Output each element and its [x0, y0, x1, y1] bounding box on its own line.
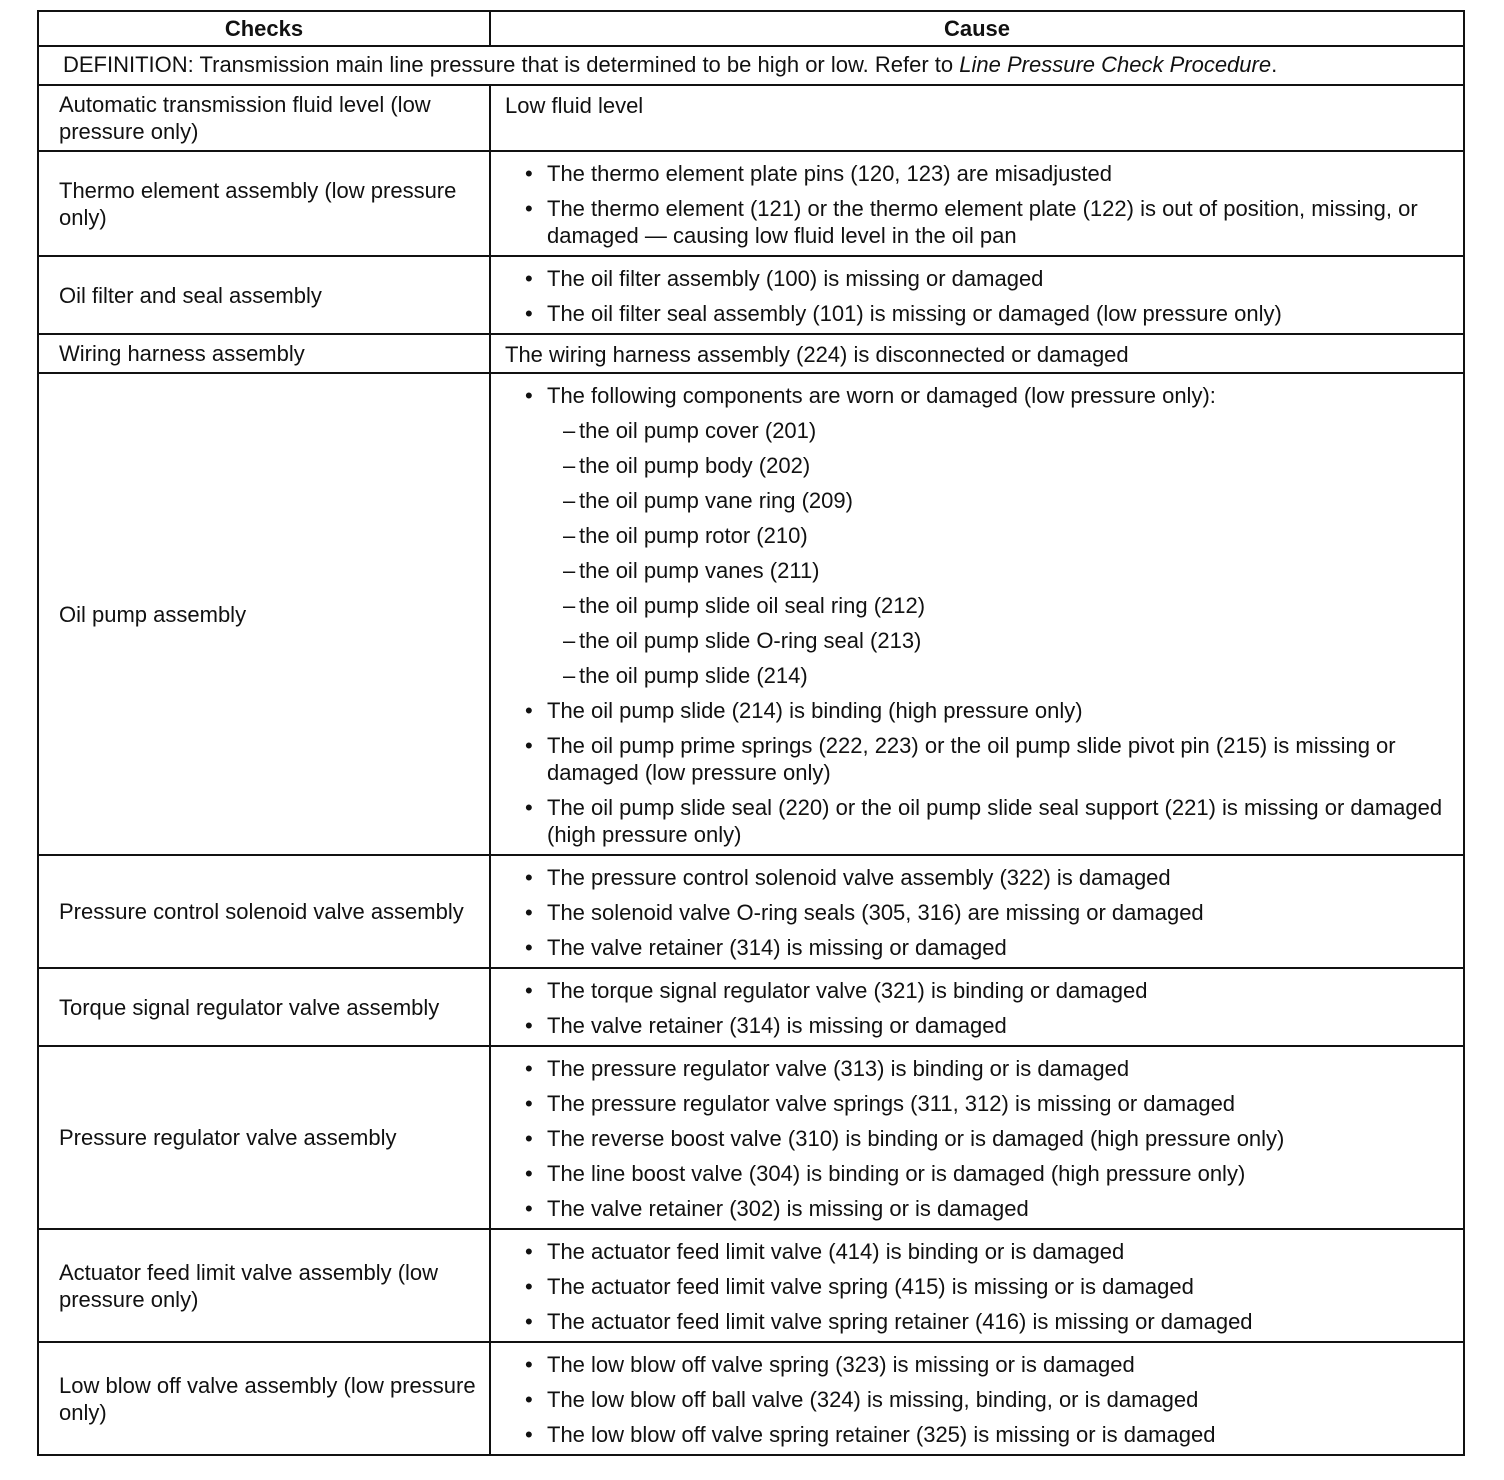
cause-cell: The wiring harness assembly (224) is disconnected or damaged: [490, 334, 1464, 373]
check-cell: Low blow off valve assembly (low pressure only): [38, 1342, 490, 1455]
cause-item: • The pressure regulator valve (313) is binding or is damaged: [505, 1055, 1453, 1082]
cause-header: Cause: [490, 11, 1464, 46]
definition-end: .: [1271, 52, 1278, 77]
cause-cell: [490, 855, 1464, 968]
cause-item: • The torque signal regulator valve (321) is binding or damaged: [505, 977, 1453, 1004]
cause-item: • The valve retainer (314) is missing or damaged: [505, 934, 1453, 961]
cause-cell: Low fluid level: [490, 85, 1464, 151]
cause-item: • The thermo element (121) or the thermo element plate (122) is out of position, missing, or damaged — causing low fluid level in the oil pan: [505, 195, 1453, 249]
cause-list: [505, 382, 1453, 848]
check-cell: Oil filter and seal assembly: [38, 256, 490, 334]
cause-cell: [490, 968, 1464, 1046]
check-cell: Torque signal regulator valve assembly: [38, 968, 490, 1046]
table-row: [38, 968, 1464, 1046]
cause-list: [505, 265, 1453, 327]
cause-item: • The oil pump slide (214) is binding (high pressure only): [505, 697, 1453, 724]
cause-item: • The actuator feed limit valve spring (415) is missing or is damaged: [505, 1273, 1453, 1300]
cause-item: • The actuator feed limit valve spring retainer (416) is missing or damaged: [505, 1308, 1453, 1335]
check-cell: Automatic transmission fluid level (low pressure only): [38, 85, 490, 151]
cause-item: • The oil pump prime springs (222, 223) or the oil pump slide pivot pin (215) is missing or damaged (low pressure only): [505, 732, 1453, 786]
checks-header: Checks: [38, 11, 490, 46]
definition-row: [38, 46, 1464, 85]
table-row: [38, 373, 1464, 855]
component-item: – the oil pump vanes (211): [547, 557, 1453, 584]
cause-list: [505, 1238, 1453, 1335]
cause-list: [505, 1055, 1453, 1222]
cause-item: • The pressure control solenoid valve assembly (322) is damaged: [505, 864, 1453, 891]
cause-list: [505, 977, 1453, 1039]
cause-item: • The pressure regulator valve springs (311, 312) is missing or damaged: [505, 1090, 1453, 1117]
table-row: [38, 1342, 1464, 1455]
cause-item: • The reverse boost valve (310) is binding or is damaged (high pressure only): [505, 1125, 1453, 1152]
cause-item: • The low blow off valve spring (323) is missing or is damaged: [505, 1351, 1453, 1378]
cause-cell: [490, 1342, 1464, 1455]
table-row: [38, 855, 1464, 968]
table-row: [38, 85, 1464, 151]
table-row: [38, 1229, 1464, 1342]
component-item: – the oil pump cover (201): [547, 417, 1453, 444]
table-row: [38, 256, 1464, 334]
table-row: [38, 1046, 1464, 1229]
cause-item: • The actuator feed limit valve (414) is binding or is damaged: [505, 1238, 1453, 1265]
component-item: – the oil pump slide oil seal ring (212): [547, 592, 1453, 619]
check-cell: Wiring harness assembly: [38, 334, 490, 373]
cause-list: [505, 1351, 1453, 1448]
check-cell: Pressure control solenoid valve assembly: [38, 855, 490, 968]
check-cell: Pressure regulator valve assembly: [38, 1046, 490, 1229]
component-item: – the oil pump vane ring (209): [547, 487, 1453, 514]
component-list-lead: The following components are worn or damaged (low pressure only):: [547, 383, 1216, 408]
cause-item: • The line boost valve (304) is binding or is damaged (high pressure only): [505, 1160, 1453, 1187]
definition-text: DEFINITION: Transmission main line pressure that is determined to be high or low. Refer to: [63, 52, 960, 77]
cause-item: • The low blow off valve spring retainer (325) is missing or is damaged: [505, 1421, 1453, 1448]
component-list: [547, 417, 1453, 689]
cause-item: • The thermo element plate pins (120, 123) are misadjusted: [505, 160, 1453, 187]
cause-cell: [490, 151, 1464, 256]
component-item: – the oil pump body (202): [547, 452, 1453, 479]
cause-item: • The oil filter assembly (100) is missing or damaged: [505, 265, 1453, 292]
cause-item: [505, 382, 1453, 689]
check-cell: Thermo element assembly (low pressure only): [38, 151, 490, 256]
table-row: [38, 151, 1464, 256]
component-item: – the oil pump rotor (210): [547, 522, 1453, 549]
component-item: – the oil pump slide (214): [547, 662, 1453, 689]
cause-cell: [490, 256, 1464, 334]
diagnosis-table: [37, 10, 1465, 1456]
table-row: [38, 334, 1464, 373]
component-item: – the oil pump slide O-ring seal (213): [547, 627, 1453, 654]
table-header-row: [38, 11, 1464, 46]
cause-cell: [490, 1229, 1464, 1342]
cause-item: • The solenoid valve O-ring seals (305, 316) are missing or damaged: [505, 899, 1453, 926]
cause-cell: [490, 1046, 1464, 1229]
definition-cell: [38, 46, 1464, 85]
check-cell: Oil pump assembly: [38, 373, 490, 855]
cause-item: • The oil filter seal assembly (101) is missing or damaged (low pressure only): [505, 300, 1453, 327]
check-cell: Actuator feed limit valve assembly (low pressure only): [38, 1229, 490, 1342]
cause-cell: [490, 373, 1464, 855]
cause-item: • The low blow off ball valve (324) is missing, binding, or is damaged: [505, 1386, 1453, 1413]
cause-list: [505, 864, 1453, 961]
cause-item: • The valve retainer (302) is missing or is damaged: [505, 1195, 1453, 1222]
cause-item: • The valve retainer (314) is missing or damaged: [505, 1012, 1453, 1039]
cause-list: [505, 160, 1453, 249]
line-pressure-procedure-reference: Line Pressure Check Procedure: [959, 52, 1272, 77]
cause-item: • The oil pump slide seal (220) or the oil pump slide seal support (221) is missing or damaged (high pressure only): [505, 794, 1453, 848]
